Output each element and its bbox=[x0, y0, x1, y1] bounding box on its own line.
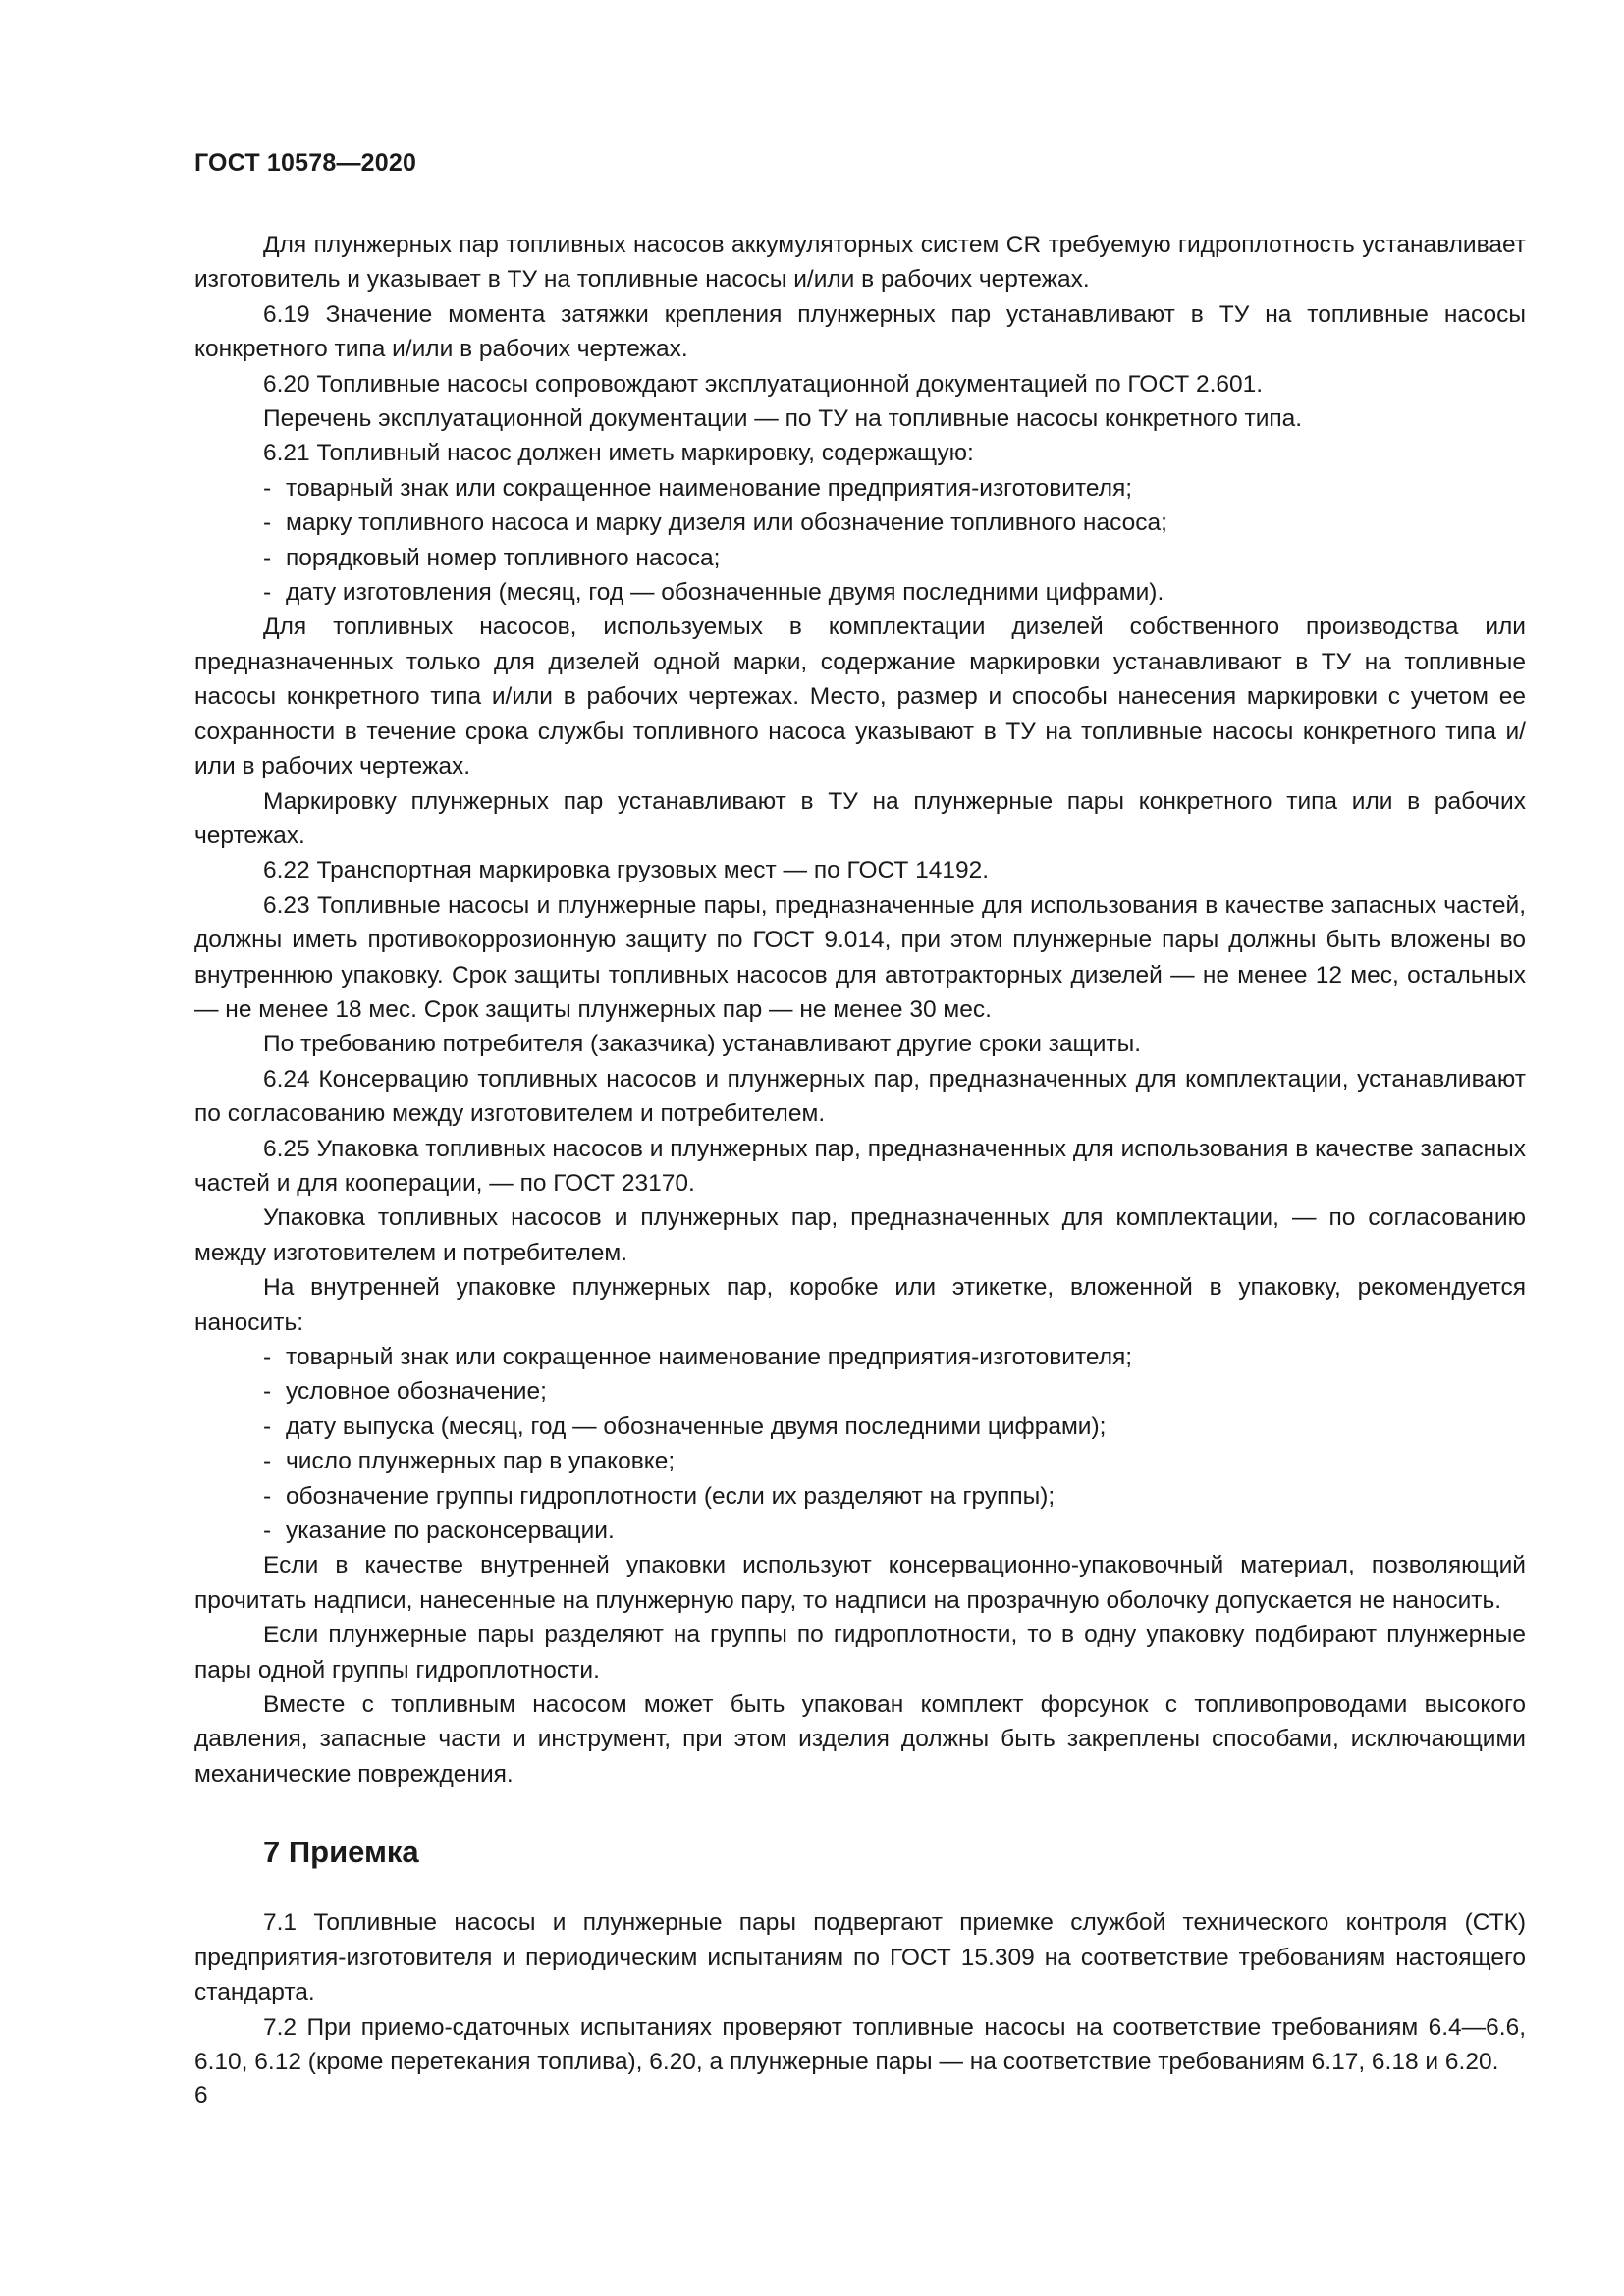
list-item-text: товарный знак или сокращенное наименование предприятия-изготовителя; bbox=[286, 474, 1133, 502]
paragraph-6-24: 6.24 Консервацию топливных насосов и плунжерных пар, предназначенных для комплектации, устанавливают по согласованию между изготовителем и потребителем. bbox=[194, 1065, 1526, 1128]
paragraph-groups: Если плунжерные пары разделяют на группы по гидроплотности, то в одну упаковку подбирают плунжерные пары одной группы гидроплотности. bbox=[194, 1622, 1526, 1683]
list-item-text: условное обозначение; bbox=[286, 1378, 547, 1406]
paragraph-6-23: 6.23 Топливные насосы и плунжерные пары, предназначенные для использования в качестве запасных частей, должны иметь противокоррозионную защиту по ГОСТ 9.014, при этом плунжерные пары должны быть вложены во внутреннюю упаковку. Срок защиты топливных насосов для автотракторных дизелей — не менее 12 мес, остальных — не менее 18 мес. Срок защиты плунжерных пар — не менее 30 мес. bbox=[194, 891, 1526, 1023]
list-item: - порядковый номер топливного насоса; bbox=[263, 544, 721, 571]
paragraph-plunger-marking: Маркировку плунжерных пар устанавливают в ТУ на плунжерные пары конкретного типа или в рабочих чертежах. bbox=[194, 787, 1526, 849]
list-item-text: дату изготовления (месяц, год — обозначенные двумя последними цифрами). bbox=[286, 579, 1164, 607]
paragraph-inner-packaging: На внутренней упаковке плунжерных пар, коробке или этикетке, вложенной в упаковку, рекомендуется наносить: bbox=[194, 1274, 1526, 1336]
list-item: - товарный знак или сокращенное наименование предприятия-изготовителя; bbox=[263, 474, 1133, 502]
list-item: - марку топливного насоса и марку дизеля или обозначение топливного насоса; bbox=[263, 509, 1167, 537]
list-item: - число плунжерных пар в упаковке; bbox=[263, 1448, 676, 1475]
paragraph-marking-own-production: Для топливных насосов, используемых в комплектации дизелей собственного производства или предназначенных только для дизелей одной марки, содержание маркировки устанавливают в ТУ на топливные насосы конкретного типа и/или в рабочих чертежах. Место, размер и способы нанесения маркировки с учетом ее сохранности в течение срока службы топливного насоса указывают в ТУ на топливные насосы конкретного типа и/или в рабочих чертежах. bbox=[194, 614, 1526, 780]
section-heading-acceptance: 7 Приемка bbox=[263, 1835, 419, 1870]
page-body bbox=[194, 228, 1526, 2079]
list-item-text: указание по расконсервации. bbox=[286, 1518, 615, 1545]
list-item-text: обозначение группы гидроплотности (если их разделяют на группы); bbox=[286, 1482, 1056, 1510]
paragraph-6-19: 6.19 Значение момента затяжки крепления плунжерных пар устанавливают в ТУ на топливные насосы конкретного типа и/или в рабочих чертежах. bbox=[194, 300, 1526, 363]
paragraph-6-21: 6.21 Топливный насос должен иметь маркировку, содержащую: bbox=[263, 440, 974, 467]
paragraph-7-2: 7.2 При приемо-сдаточных испытаниях проверяют топливные насосы на соответствие требованиям 6.4—6.6, 6.10, 6.12 (кроме перетекания топлива), 6.20, а плунжерные пары — на соответствие требованиям 6.17, 6.18 и 6.20. bbox=[194, 2013, 1526, 2075]
list-item-text: марку топливного насоса и марку дизеля или обозначение топливного насоса; bbox=[286, 509, 1167, 537]
list-item: - дату выпуска (месяц, год — обозначенные двумя последними цифрами); bbox=[263, 1413, 1107, 1440]
paragraph-transparent-shell: Если в качестве внутренней упаковки используют консервационно-упаковочный материал, позволяющий прочитать надписи, нанесенные на плунжерную пару, то надписи на прозрачную оболочку допускается не наносить. bbox=[194, 1552, 1526, 1614]
list-item: - обозначение группы гидроплотности (если их разделяют на группы); bbox=[263, 1482, 1056, 1510]
page-number: 6 bbox=[194, 2082, 208, 2109]
list-item: - указание по расконсервации. bbox=[263, 1518, 615, 1545]
list-item-text: товарный знак или сокращенное наименование предприятия-изготовителя; bbox=[286, 1344, 1133, 1370]
list-item: - дату изготовления (месяц, год — обозначенные двумя последними цифрами). bbox=[263, 579, 1164, 607]
paragraph-protection-terms: По требованию потребителя (заказчика) устанавливают другие сроки защиты. bbox=[263, 1031, 1142, 1058]
paragraph-packaging-assembly: Упаковка топливных насосов и плунжерных пар, предназначенных для комплектации, — по согласованию между изготовителем и потребителем. bbox=[194, 1204, 1526, 1266]
paragraph-6-25: 6.25 Упаковка топливных насосов и плунжерных пар, предназначенных для использования в качестве запасных частей и для кооперации, — по ГОСТ 23170. bbox=[194, 1135, 1526, 1197]
document-code-header: ГОСТ 10578—2020 bbox=[194, 149, 417, 177]
paragraph-cr-hydrodensity: Для плунжерных пар топливных насосов аккумуляторных систем CR требуемую гидроплотность устанавливает изготовитель и указывает в ТУ на топливные насосы и/или в рабочих чертежах. bbox=[194, 232, 1526, 294]
paragraph-operational-docs: Перечень эксплуатационной документации — по ТУ на топливные насосы конкретного типа. bbox=[263, 405, 1303, 433]
list-item: - условное обозначение; bbox=[263, 1378, 547, 1406]
list-item-text: дату выпуска (месяц, год — обозначенные двумя последними цифрами); bbox=[286, 1413, 1107, 1440]
paragraph-7-1: 7.1 Топливные насосы и плунжерные пары подвергают приемке службой технического контроля (СТК) предприятия-изготовителя и периодическим испытаниям по ГОСТ 15.309 на соответствие требованиям настоящего стандарта. bbox=[194, 1909, 1526, 2006]
list-item: - товарный знак или сокращенное наименование предприятия-изготовителя; bbox=[263, 1344, 1133, 1370]
paragraph-6-20: 6.20 Топливные насосы сопровождают эксплуатационной документацией по ГОСТ 2.601. bbox=[263, 370, 1264, 398]
paragraph-injector-kit: Вместе с топливным насосом может быть упакован комплект форсунок с топливопроводами высокого давления, запасные части и инструмент, при этом изделия должны быть закреплены способами, исключающими механические повреждения. bbox=[194, 1691, 1526, 1788]
list-item-text: число плунжерных пар в упаковке; bbox=[286, 1448, 676, 1475]
paragraph-6-22: 6.22 Транспортная маркировка грузовых мест — по ГОСТ 14192. bbox=[263, 857, 990, 884]
list-item-text: порядковый номер топливного насоса; bbox=[286, 544, 721, 571]
